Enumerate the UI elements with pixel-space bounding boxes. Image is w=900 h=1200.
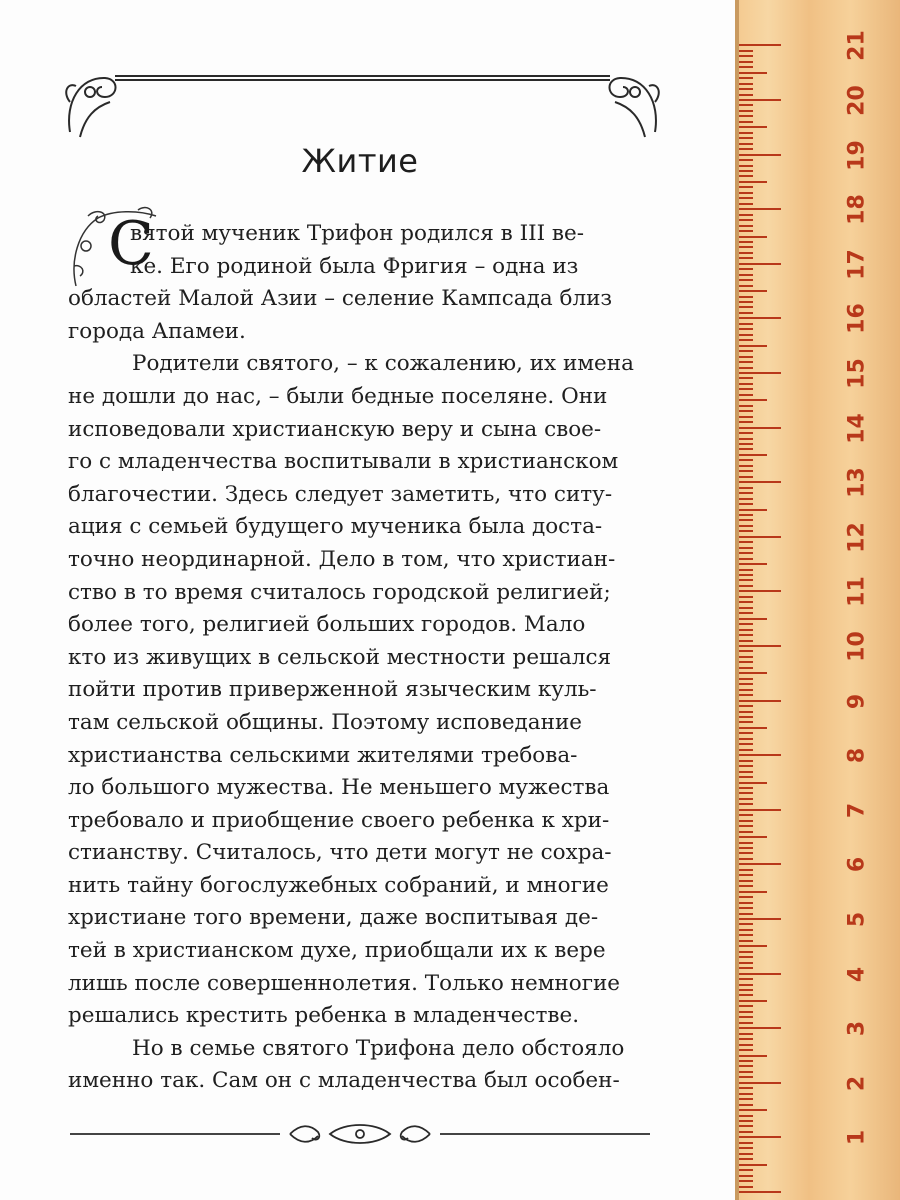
ruler-number: 2 (844, 1075, 870, 1091)
text-line: тей в христианском духе, приобщали их к вере (68, 938, 606, 964)
ruler-number: 5 (844, 911, 870, 928)
ruler-tick (739, 1175, 753, 1177)
ruler-tick (739, 361, 753, 363)
ruler-tick (739, 634, 753, 636)
ruler-tick (739, 956, 753, 958)
ruler-tick (739, 257, 753, 259)
ruler-tick (739, 296, 753, 298)
ruler-tick (739, 203, 753, 205)
ruler-tick (739, 1082, 781, 1084)
ruler-tick (739, 809, 781, 811)
ruler-tick (739, 1186, 753, 1188)
ruler-tick (739, 951, 753, 953)
text-line: пойти против приверженной языческим куль- (68, 677, 597, 703)
ruler-tick (739, 416, 753, 418)
ruler-tick (739, 585, 753, 587)
ruler-tick (739, 1136, 781, 1138)
ruler-tick (739, 99, 781, 101)
text-line: исповедовали христианскую веру и сына свое- (68, 416, 602, 442)
ruler-tick (739, 1071, 753, 1073)
ruler-tick (739, 645, 781, 647)
ruler-tick (739, 716, 753, 718)
ruler-tick (739, 929, 753, 931)
ruler-tick (739, 1191, 781, 1193)
ruler-tick (739, 743, 753, 745)
ruler-tick (739, 192, 753, 194)
ruler-tick (739, 590, 781, 592)
ruler-tick (739, 323, 753, 325)
ruler-number: 1 (844, 1130, 870, 1146)
ruler-tick (739, 377, 753, 379)
ruler-tick (739, 569, 753, 571)
ruler-tick (739, 1164, 767, 1166)
ruler-tick (739, 705, 753, 707)
chapter-title: Житие (301, 142, 419, 180)
ruler-tick (739, 301, 753, 303)
ruler-tick (739, 945, 767, 947)
ruler-tick (739, 913, 753, 915)
ruler-tick (739, 208, 781, 210)
ruler-tick (739, 230, 753, 232)
ruler-tick (739, 721, 753, 723)
ruler-tick (739, 88, 753, 90)
ruler-tick (739, 241, 753, 243)
ruler-tick (739, 219, 753, 221)
ruler-tick (739, 623, 753, 625)
ruler-tick (739, 563, 767, 565)
ruler-tick (739, 367, 753, 369)
ruler-tick (739, 787, 753, 789)
ruler-tick (739, 552, 753, 554)
ruler-tick (739, 487, 753, 489)
ruler-tick (739, 465, 753, 467)
ruler-tick (739, 831, 753, 833)
ruler-tick (739, 836, 767, 838)
ruler-number: 20 (844, 85, 870, 116)
text-line: стианству. Считалось, что дети могут не сохра- (68, 840, 612, 866)
ruler-tick (739, 388, 753, 390)
ruler-tick (739, 842, 753, 844)
ruler-tick (739, 962, 753, 964)
text-line: нить тайну богослужебных собраний, и многие (68, 872, 609, 898)
ruler-tick (739, 782, 767, 784)
ruler-tick (739, 852, 753, 854)
ruler-number: 19 (844, 139, 870, 171)
text-line: кто из живущих в сельской местности решался (68, 644, 612, 670)
ruler-tick (739, 672, 767, 674)
ruler-tick (739, 1027, 781, 1029)
ruler-tick (739, 126, 767, 128)
ruler-tick (739, 607, 753, 609)
ruler-tick (739, 509, 767, 511)
ruler-tick (739, 1076, 753, 1078)
ruler-tick (739, 803, 753, 805)
ruler-tick (739, 1000, 767, 1002)
text-line: вятой мученик Трифон родился в III ве- (130, 221, 584, 246)
ruler-tick (739, 967, 753, 969)
ruler-tick (739, 869, 753, 871)
text-line: христианства сельскими жителями требова- (68, 742, 578, 768)
ruler-tick (739, 1033, 753, 1035)
ruler-tick (739, 470, 753, 472)
ruler-number: 12 (844, 521, 870, 553)
ruler-tick (739, 940, 753, 942)
ruler-tick (739, 83, 753, 85)
ruler-tick (739, 530, 753, 532)
text-line: именно так. Сам он с младенчества был особен- (68, 1068, 620, 1094)
ruler-tick (739, 438, 753, 440)
ruler-tick (739, 170, 753, 172)
ruler-tick (739, 547, 753, 549)
ruler-tick (739, 306, 753, 308)
ruler-tick (739, 159, 753, 161)
ruler-tick (739, 738, 753, 740)
ruler-tick (739, 541, 753, 543)
ruler-tick (739, 410, 753, 412)
ruler-tick (739, 312, 753, 314)
ruler-tick (739, 459, 753, 461)
ruler-tick (739, 1169, 753, 1171)
ruler-tick (739, 601, 753, 603)
drop-cap (68, 206, 160, 296)
ruler-tick (739, 197, 753, 199)
ruler-tick (739, 1016, 753, 1018)
ruler-number: 16 (844, 303, 870, 335)
ruler-tick (739, 749, 753, 751)
ruler-tick (739, 175, 753, 177)
ruler-tick (739, 279, 753, 281)
ruler-tick (739, 656, 753, 658)
ruler-tick (739, 820, 753, 822)
text-line: требовало и приобщение своего ребенка к хри- (68, 807, 610, 833)
ruler-tick (739, 612, 753, 614)
ruler-tick (739, 339, 753, 341)
ruler-tick (739, 498, 753, 500)
ruler-tick (739, 989, 753, 991)
ruler-tick (739, 519, 753, 521)
ruler-tick (739, 536, 781, 538)
ruler-number: 4 (844, 966, 870, 982)
text-line: ке. Его родиной была Фригия – одна из (130, 253, 579, 279)
ruler-tick (739, 814, 753, 816)
ruler-tick (739, 383, 753, 385)
ruler-tick (739, 1005, 753, 1007)
ruler-tick (739, 1022, 753, 1024)
ruler-number: 8 (844, 748, 870, 764)
ruler-tick (739, 1098, 753, 1100)
ruler-tick (739, 1065, 753, 1067)
ruler-tick (739, 421, 753, 423)
body-text (68, 209, 653, 1098)
ruler-tick (739, 874, 753, 876)
ruler-number: 3 (844, 1021, 870, 1037)
ruler-tick (739, 667, 753, 669)
text-line: решались крестить ребенка в младенчестве. (68, 1003, 580, 1029)
ruler-tick (739, 765, 753, 767)
ruler-tick (739, 405, 753, 407)
ruler-number: 17 (844, 248, 870, 280)
ruler-tick (739, 1055, 767, 1057)
ruler-number: 13 (844, 467, 870, 498)
ruler-tick (739, 1147, 753, 1149)
ruler-tick (739, 225, 753, 227)
ornamental-frame-top (60, 62, 665, 142)
ruler-tick (739, 148, 753, 150)
ruler-tick (739, 1104, 753, 1106)
ruler-tick (739, 399, 767, 401)
ruler-tick (739, 640, 753, 642)
ruler-number: 9 (844, 693, 870, 709)
ruler-tick (739, 727, 767, 729)
ruler-tick (739, 825, 753, 827)
ruler-tick (739, 121, 753, 123)
ruler-number: 21 (844, 30, 870, 62)
ruler-tick (739, 863, 781, 865)
ruler-tick (739, 760, 753, 762)
ruler-tick (739, 66, 753, 68)
text-line: там сельской общины. Поэтому исповедание (68, 709, 582, 735)
ruler-tick (739, 274, 753, 276)
ruler-tick (739, 558, 753, 560)
ruler-tick (739, 689, 753, 691)
ruler-tick (739, 328, 753, 330)
ruler-tick (739, 771, 753, 773)
ruler-tick (739, 902, 753, 904)
ruler-tick (739, 432, 753, 434)
ruler-tick (739, 454, 767, 456)
ruler-number: 18 (844, 194, 870, 225)
ruler-tick (739, 1087, 753, 1089)
ruler-tick (739, 110, 753, 112)
ruler-tick (739, 443, 753, 445)
ruler-tick (739, 61, 753, 63)
ruler-tick (739, 317, 781, 319)
ruler-tick (739, 1093, 753, 1095)
text-line: го с младенчества воспитывали в христианском (68, 449, 619, 475)
ruler-tick (739, 984, 753, 986)
ruler-tick (739, 115, 753, 117)
ruler-tick (739, 94, 753, 96)
ruler-tick (739, 923, 753, 925)
ruler-tick (739, 104, 753, 106)
ruler-tick (739, 629, 753, 631)
ruler-tick (739, 994, 753, 996)
text-line: более того, религией больших городов. Мало (68, 612, 586, 638)
ruler-tick (739, 1109, 767, 1111)
ruler-tick (739, 481, 781, 483)
ruler-tick (739, 246, 753, 248)
ruler-tick (739, 847, 753, 849)
ruler-tick (739, 1142, 753, 1144)
text-line: областей Малой Азии – селение Кампсада близ (68, 286, 613, 312)
text-line: точно неординарной. Дело в том, что христиан- (68, 546, 616, 572)
ruler-number: 7 (844, 802, 870, 818)
ornamental-divider-bottom (60, 1122, 660, 1152)
ruler-tick (739, 132, 753, 134)
ruler-tick (739, 165, 753, 167)
ruler-tick (739, 290, 767, 292)
ruler-tick (739, 918, 781, 920)
text-line: ация с семьей будущего мученика была доста- (68, 514, 603, 540)
ruler-tick (739, 1011, 753, 1013)
ruler-tick (739, 661, 753, 663)
ruler-tick (739, 776, 753, 778)
ruler-tick (739, 973, 781, 975)
ruler-tick (739, 579, 753, 581)
ruler-tick (739, 754, 781, 756)
ruler-tick (739, 268, 753, 270)
ruler-tick (739, 694, 753, 696)
ruler-tick (739, 186, 753, 188)
ruler-tick (739, 525, 753, 527)
ruler-tick (739, 356, 753, 358)
text-line: города Апамеи. (68, 318, 246, 344)
ruler-tick (739, 372, 781, 374)
ruler-tick (739, 263, 781, 265)
ruler-number: 6 (844, 857, 870, 873)
ruler-tick (739, 492, 753, 494)
ruler-tick (739, 1153, 753, 1155)
ruler-tick (739, 285, 753, 287)
text-line: Но в семье святого Трифона дело обстояло (132, 1035, 625, 1061)
ruler-tick (739, 1131, 753, 1133)
ruler-tick (739, 1060, 753, 1062)
ruler-tick (739, 143, 753, 145)
ruler-tick (739, 700, 781, 702)
ruler-tick (739, 181, 767, 183)
ruler-tick (739, 1120, 753, 1122)
ruler-tick (739, 50, 753, 52)
ruler-tick (739, 236, 767, 238)
ruler-tick (739, 891, 767, 893)
text-line: христиане того времени, даже воспитывая де- (68, 905, 599, 931)
ruler-tick (739, 907, 753, 909)
ruler-tick (739, 858, 753, 860)
ruler-tick (739, 934, 753, 936)
ruler-tick (739, 618, 767, 620)
ruler-tick (739, 350, 753, 352)
ruler-tick (739, 345, 767, 347)
ruler-tick (739, 896, 753, 898)
ruler-tick (739, 44, 781, 46)
ruler-number: 14 (844, 412, 870, 444)
ruler-tick (739, 792, 753, 794)
drop-cap-letter: С (108, 209, 154, 279)
text-line: благочестии. Здесь следует заметить, что ситу- (68, 481, 613, 507)
ruler-tick (739, 574, 753, 576)
ruler-tick (739, 885, 753, 887)
ruler-tick (739, 476, 753, 478)
ruler-tick (739, 678, 753, 680)
ruler-tick (739, 252, 753, 254)
ruler-number: 15 (844, 358, 870, 389)
text-line: ло большого мужества. Не меньшего мужества (68, 775, 610, 801)
text-line: не дошли до нас, – были бедные поселяне. Они (68, 383, 608, 409)
ruler-tick (739, 798, 753, 800)
ruler-tick (739, 334, 753, 336)
ruler-tick (739, 427, 781, 429)
ruler-tick (739, 137, 753, 139)
ruler-tick (739, 732, 753, 734)
ruler-tick (739, 514, 753, 516)
ruler-tick (739, 394, 753, 396)
ruler-tick (739, 880, 753, 882)
ruler-number: 10 (844, 631, 870, 662)
text-line: лишь после совершеннолетия. Только немногие (68, 970, 621, 996)
ruler-tick (739, 1038, 753, 1040)
ruler-tick (739, 1158, 753, 1160)
text-line: ство в то время считалось городской религией; (68, 579, 611, 605)
ruler-tick (739, 1044, 753, 1046)
ruler-tick (739, 1115, 753, 1117)
ruler-tick (739, 1049, 753, 1051)
ruler-tick (739, 448, 753, 450)
ruler-tick (739, 214, 753, 216)
ruler-tick (739, 55, 753, 57)
ruler-tick (739, 650, 753, 652)
text-line: Родители святого, – к сожалению, их имена (132, 351, 634, 377)
ruler-tick (739, 1125, 753, 1127)
ruler-tick (739, 503, 753, 505)
ruler-tick (739, 77, 753, 79)
ruler-tick (739, 683, 753, 685)
wooden-ruler (735, 0, 900, 1200)
ruler-tick (739, 72, 767, 74)
ruler-tick (739, 1180, 753, 1182)
ruler-number: 11 (844, 576, 870, 608)
ruler-tick (739, 978, 753, 980)
ruler-tick (739, 596, 753, 598)
ruler-tick (739, 711, 753, 713)
ruler-tick (739, 154, 781, 156)
